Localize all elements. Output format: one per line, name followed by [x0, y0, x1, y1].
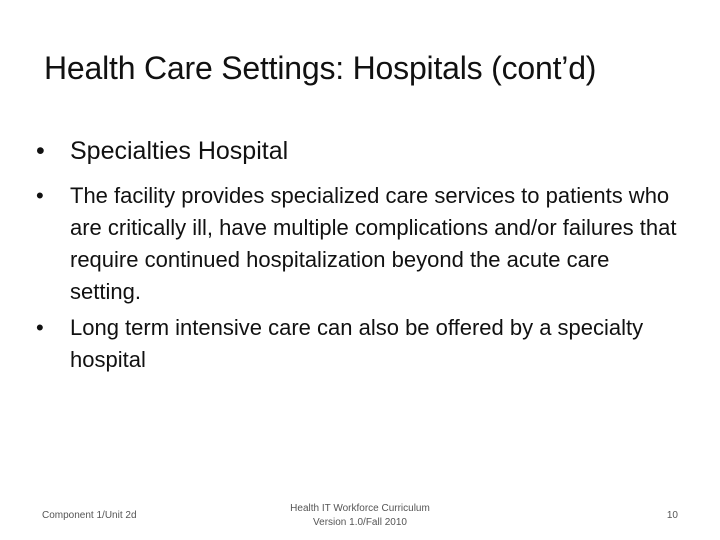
bullet-item-facility-description — [36, 180, 686, 308]
bullet-item-specialties-hospital — [36, 134, 686, 168]
footer-component-unit: Component 1/Unit 2d — [42, 510, 137, 521]
page-number: 10 — [666, 510, 678, 521]
footer-curriculum-version — [260, 502, 460, 530]
footer-curriculum: Health IT Workforce Curriculum — [290, 503, 430, 514]
slide-title: Health Care Settings: Hospitals (cont’d) — [44, 50, 597, 86]
bullet-icon: • — [36, 183, 44, 208]
bullet-text: Long term intensive care can also be offered by a specialty hospital — [70, 315, 644, 372]
bullet-item-long-term-care — [36, 312, 686, 376]
bullet-icon: • — [36, 315, 44, 340]
footer-version: Version 1.0/Fall 2010 — [313, 517, 407, 528]
slide-content — [36, 134, 686, 380]
bullet-text: The facility provides specialized care services to patients who are critically ill, have multiple complications and/or failures that require continued hospitalization beyond the acute care setting. — [70, 183, 677, 304]
bullet-text: Specialties Hospital — [70, 137, 289, 165]
bullet-icon: • — [36, 137, 45, 165]
